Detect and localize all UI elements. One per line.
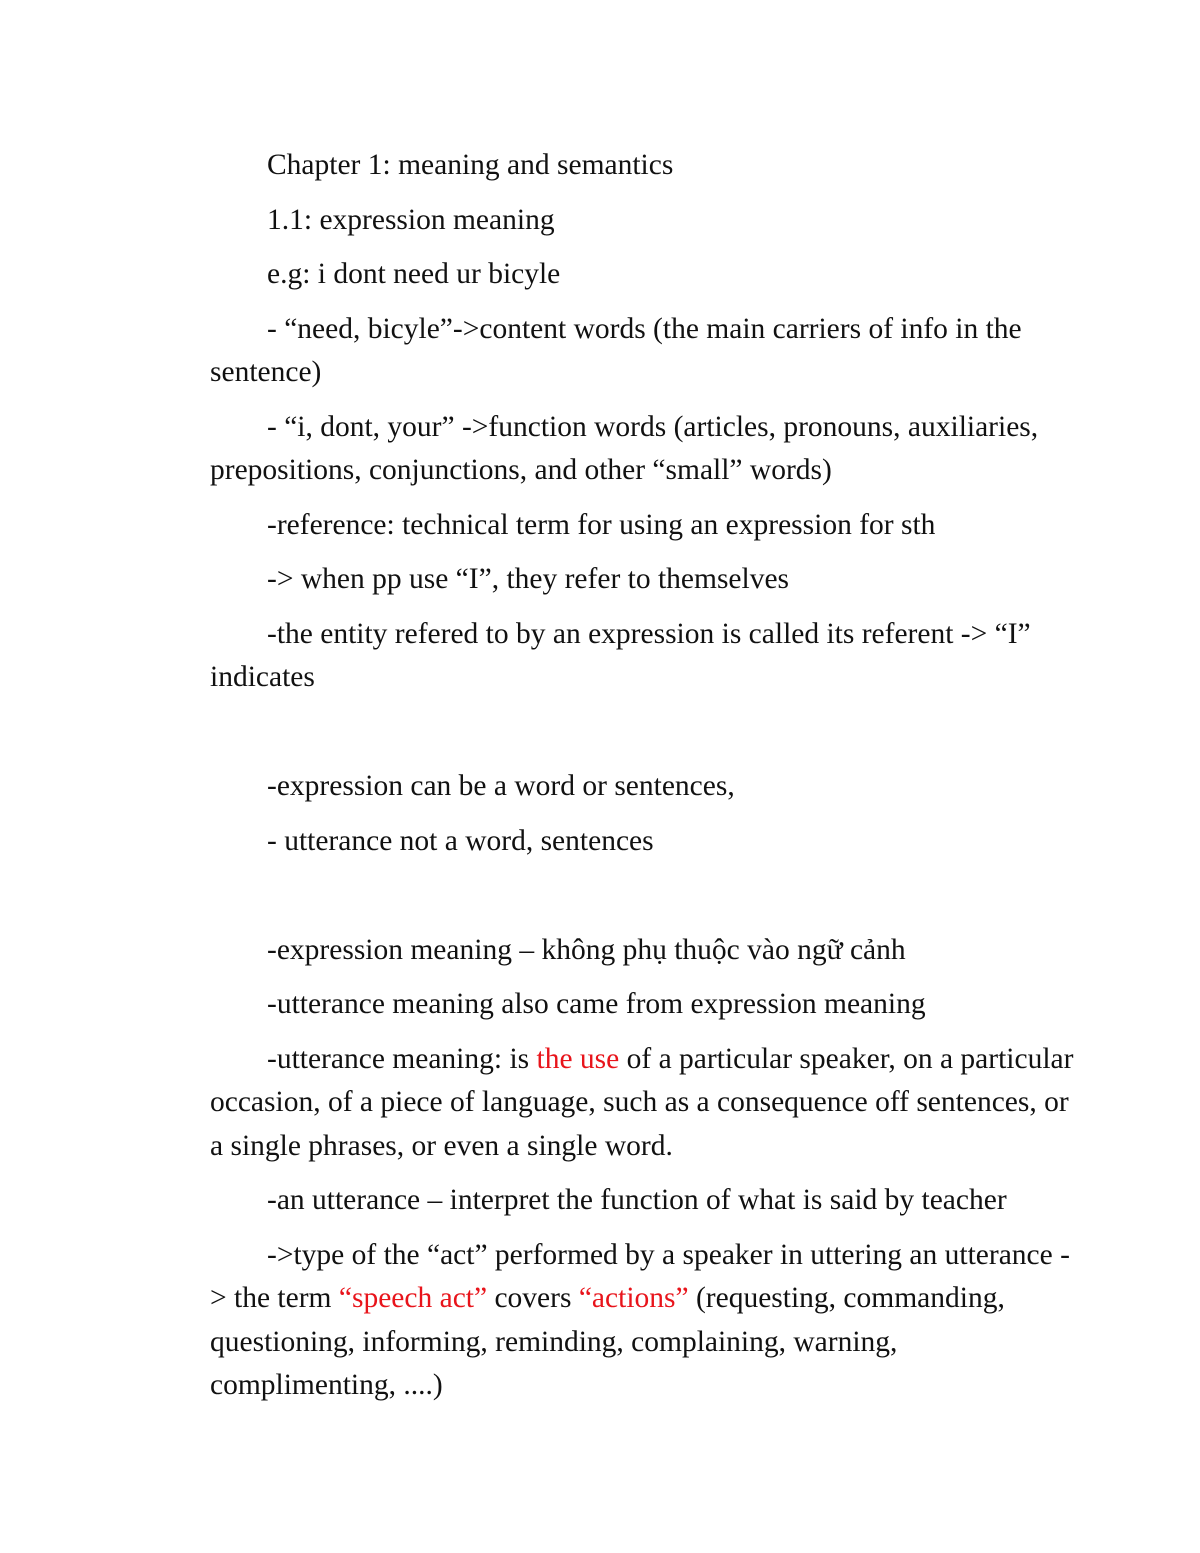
document-body bbox=[210, 144, 1080, 1419]
text-run: e.g: i dont need ur bicyle bbox=[267, 258, 561, 290]
text-run: - “need, bicyle”->content words (the main carriers of info in the sentence) bbox=[210, 312, 1022, 388]
note-an-utterance bbox=[210, 1179, 1080, 1223]
text-run: -expression meaning – không phụ thuộc vào ngữ cảnh bbox=[267, 933, 906, 966]
note-expression bbox=[210, 765, 1080, 809]
text-run: -utterance meaning also came from expression meaning bbox=[267, 988, 926, 1020]
blank-line bbox=[210, 711, 1080, 755]
blank-line bbox=[210, 874, 1080, 918]
note-reference bbox=[210, 504, 1080, 548]
text-run: 1.1: expression meaning bbox=[267, 203, 555, 236]
chapter-title bbox=[210, 144, 1080, 188]
text-run: -reference: technical term for using an expression for sth bbox=[267, 508, 936, 541]
note-utterance bbox=[210, 820, 1080, 864]
text-run: Chapter 1: meaning and semantics bbox=[267, 149, 674, 181]
text-run: -expression can be a word or sentences, bbox=[267, 770, 735, 802]
text-run: - utterance not a word, sentences bbox=[267, 824, 654, 857]
note-expression-meaning bbox=[210, 929, 1080, 973]
highlighted-term: the use bbox=[536, 1042, 620, 1075]
text-run: -an utterance – interpret the function of what is said by teacher bbox=[267, 1184, 1007, 1216]
example-line bbox=[210, 253, 1080, 297]
text-run: -utterance meaning: is bbox=[267, 1042, 537, 1075]
text-run: of a particular speaker, on a particular occasion, of a piece of language, such as a consequence off sentences, or a single phrases, or even a single word. bbox=[210, 1042, 1074, 1162]
note-content-words bbox=[210, 308, 1080, 395]
text-run: - “i, dont, your” ->function words (articles, pronouns, auxiliaries, prepositions, conjunctions, and other “small” words) bbox=[210, 410, 1039, 486]
note-function-words bbox=[210, 406, 1080, 493]
note-utterance-meaning-origin bbox=[210, 983, 1080, 1027]
text-run: ->type of the “act” performed by a speaker in uttering an utterance -> the term bbox=[210, 1238, 1070, 1314]
note-refer-themselves bbox=[210, 558, 1080, 602]
note-speech-act bbox=[210, 1234, 1080, 1408]
highlighted-term: “speech act” bbox=[338, 1282, 488, 1314]
text-run: -the entity refered to by an expression is called its referent -> “I” indicates bbox=[210, 617, 1031, 693]
text-run: covers bbox=[487, 1282, 579, 1314]
text-run: (requesting, commanding, questioning, informing, reminding, complaining, warning, complimenting, ....) bbox=[210, 1282, 1005, 1401]
note-referent bbox=[210, 613, 1080, 700]
highlighted-term: “actions” bbox=[578, 1282, 689, 1314]
note-utterance-meaning-definition bbox=[210, 1038, 1080, 1169]
text-run: -> when pp use “I”, they refer to themselves bbox=[267, 563, 790, 595]
section-heading bbox=[210, 199, 1080, 243]
